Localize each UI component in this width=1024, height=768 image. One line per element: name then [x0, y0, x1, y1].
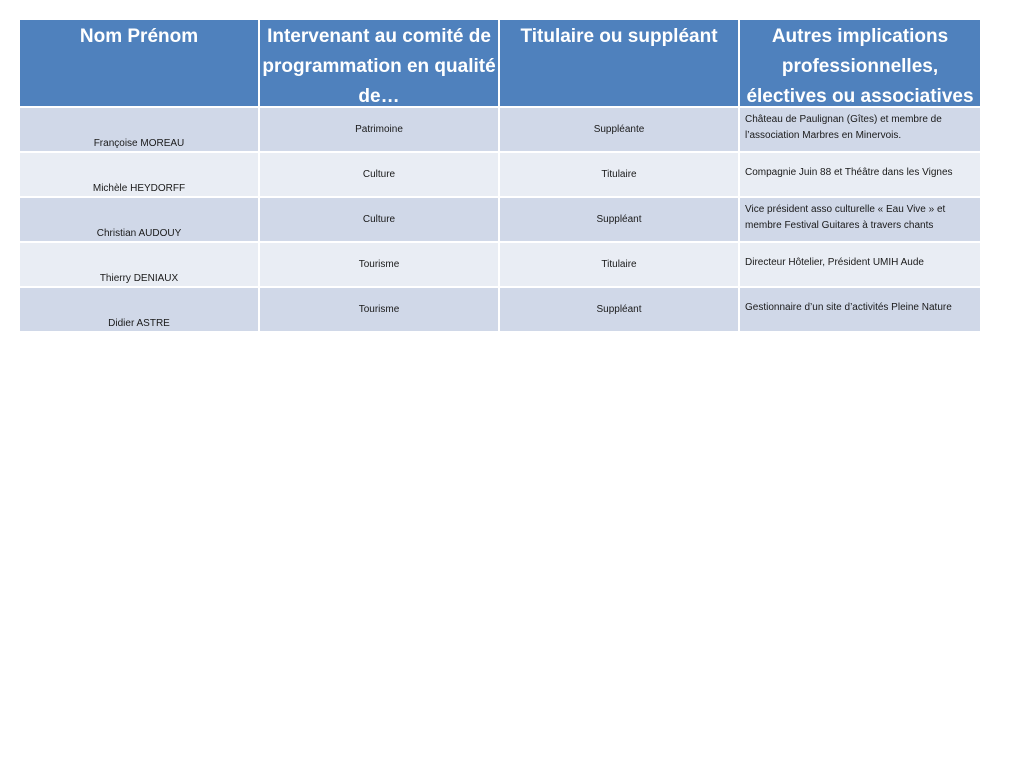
name-cell [20, 153, 258, 196]
table-row [20, 243, 980, 286]
name-text: Didier ASTRE [108, 318, 170, 329]
other-involvement-cell: Directeur Hôtelier, Président UMIH Aude [740, 243, 980, 286]
table-header-row [20, 20, 980, 106]
status-text: Suppléant [596, 214, 642, 225]
table-row [20, 198, 980, 241]
header-intervenant: Intervenant au comité de programmation en qualité de… [260, 20, 498, 106]
other-involvement-cell: Gestionnaire d’un site d’activités Pleine Nature [740, 288, 980, 331]
table-row [20, 108, 980, 151]
role-cell [260, 243, 498, 286]
table-row [20, 288, 980, 331]
other-involvement-cell: Vice président asso culturelle « Eau Vive » et membre Festival Guitares à travers chants [740, 198, 980, 241]
name-cell [20, 288, 258, 331]
status-text: Suppléant [596, 304, 642, 315]
status-text: Titulaire [601, 169, 637, 180]
status-cell [500, 243, 738, 286]
status-cell [500, 108, 738, 151]
header-autres-implications: Autres implications professionnelles, électives ou associatives [740, 20, 980, 106]
role-text: Tourisme [358, 259, 400, 270]
role-cell [260, 198, 498, 241]
name-text: Thierry DENIAUX [99, 273, 179, 284]
name-cell [20, 243, 258, 286]
committee-table [20, 20, 980, 333]
name-text: Michèle HEYDORFF [92, 183, 186, 194]
status-cell [500, 288, 738, 331]
status-text: Suppléante [593, 124, 645, 135]
header-nom-prenom: Nom Prénom [20, 20, 258, 106]
status-cell [500, 153, 738, 196]
other-involvement-cell: Compagnie Juin 88 et Théâtre dans les Vignes [740, 153, 980, 196]
name-cell [20, 198, 258, 241]
name-text: Françoise MOREAU [93, 138, 185, 149]
role-cell [260, 288, 498, 331]
role-text: Tourisme [358, 304, 400, 315]
role-text: Culture [362, 214, 396, 225]
name-cell [20, 108, 258, 151]
status-text: Titulaire [601, 259, 637, 270]
other-involvement-cell: Château de Paulignan (Gîtes) et membre de l’association Marbres en Minervois. [740, 108, 980, 151]
status-cell [500, 198, 738, 241]
role-text: Patrimoine [355, 124, 403, 135]
name-text: Christian AUDOUY [96, 228, 182, 239]
role-cell [260, 153, 498, 196]
role-cell [260, 108, 498, 151]
table-row [20, 153, 980, 196]
header-titulaire: Titulaire ou suppléant [500, 20, 738, 106]
role-text: Culture [362, 169, 396, 180]
